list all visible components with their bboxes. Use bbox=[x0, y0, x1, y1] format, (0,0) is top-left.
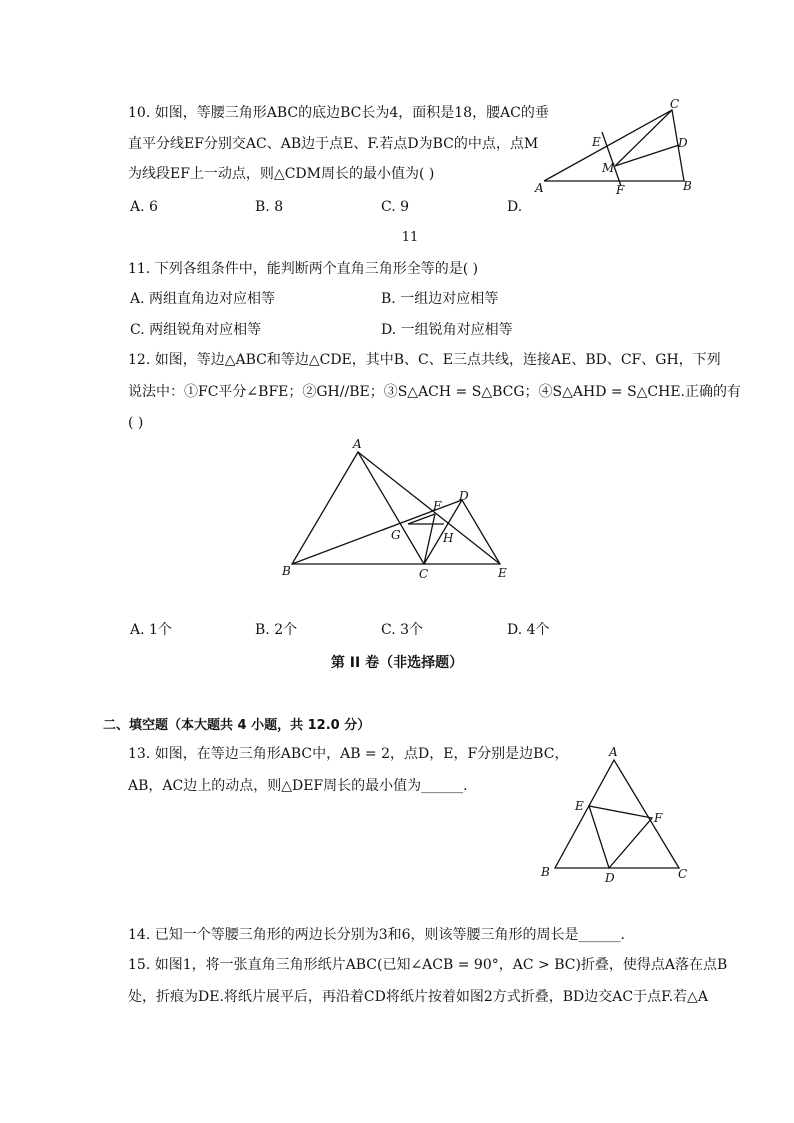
q15-line-2: 处，折痕为DE.将纸片展平后，再沿着CD将纸片按着如图2方式折叠，BD边交AC于点F.若△A bbox=[128, 989, 708, 1005]
q12-label-a: A bbox=[353, 437, 362, 451]
q12-line-3: ( ) bbox=[128, 415, 144, 431]
q10-line-2: 直平分线EF分别交AC、AB边于点E、F.若点D为BC的中点，点M bbox=[128, 136, 539, 152]
q10-segment-md bbox=[615, 145, 679, 166]
q12-line-2: 说法中：①FC平分∠BFE；②GH//BE；③S△ACH = S△BCG；④S△AHD = S△CHE.正确的有 bbox=[128, 384, 742, 400]
q10-label-a: A bbox=[535, 181, 544, 195]
q12-label-g: G bbox=[391, 528, 401, 542]
q14-stem: 14. 已知一个等腰三角形的两边长分别为3和6，则该等腰三角形的周长是______. bbox=[128, 927, 625, 943]
q12-label-e: E bbox=[498, 566, 507, 580]
part2-title: 第 II 卷（非选择题） bbox=[330, 655, 464, 671]
q10-label-e: E bbox=[592, 135, 601, 149]
q13-triangle-def bbox=[589, 806, 652, 868]
q12-label-h: H bbox=[443, 531, 454, 545]
q13-figure bbox=[535, 744, 695, 889]
q13-line-1: 13. 如图，在等边三角形ABC中，AB = 2，点D，E，F分别是边BC， bbox=[128, 746, 569, 762]
q11-option-c: C. 两组锐角对应相等 bbox=[130, 322, 262, 338]
q10-figure bbox=[530, 98, 710, 200]
q10-line-3: 为线段EF上一动点，则△CDM周长的最小值为( ) bbox=[128, 166, 435, 182]
q10-option-d-continuation: 11 bbox=[401, 230, 419, 245]
q15-line-1: 15. 如图1，将一张直角三角形纸片ABC(已知∠ACB = 90°，AC > BC)折叠，使得点A落在点B bbox=[128, 957, 728, 973]
q12-segment-fc bbox=[424, 514, 435, 564]
q12-label-d: D bbox=[459, 489, 469, 503]
q13-label-a: A bbox=[609, 745, 618, 759]
q12-option-b: B. 2个 bbox=[255, 622, 298, 638]
q10-label-c: C bbox=[670, 98, 680, 111]
q12-line-1: 12. 如图，等边△ABC和等边△CDE，其中B、C、E三点共线，连接AE、BD、CF、GH，下列 bbox=[128, 352, 721, 368]
q12-figure bbox=[278, 432, 528, 582]
q10-label-f: F bbox=[616, 183, 625, 197]
q10-option-c: C. 9 bbox=[381, 199, 410, 215]
q11-stem: 11. 下列各组条件中，能判断两个直角三角形全等的是( ) bbox=[128, 261, 479, 277]
q13-label-d: D bbox=[605, 871, 615, 885]
q10-label-b: B bbox=[683, 179, 692, 193]
q10-option-a: A. 6 bbox=[130, 199, 158, 215]
q13-label-f: F bbox=[654, 811, 663, 825]
q13-line-2: AB，AC边上的动点，则△DEF周长的最小值为______. bbox=[128, 778, 468, 794]
q11-option-b: B. 一组边对应相等 bbox=[381, 291, 499, 307]
q11-option-d: D. 一组锐角对应相等 bbox=[381, 322, 513, 338]
q10-line-1: 10. 如图，等腰三角形ABC的底边BC长为4，面积是18，腰AC的垂 bbox=[128, 105, 549, 121]
q10-segment-mc bbox=[615, 110, 672, 166]
q12-option-a: A. 1个 bbox=[130, 622, 172, 638]
q10-option-d: D. bbox=[507, 199, 523, 215]
q12-label-b: B bbox=[282, 564, 291, 578]
section2-title: 二、填空题（本大题共 4 小题，共 12.0 分） bbox=[103, 718, 371, 733]
q13-label-c: C bbox=[678, 867, 688, 881]
q10-label-d: D bbox=[678, 136, 688, 150]
q10-label-m: M bbox=[602, 161, 615, 175]
q12-option-d: D. 4个 bbox=[507, 622, 550, 638]
q12-label-c: C bbox=[419, 567, 429, 581]
q12-triangle-abc bbox=[292, 452, 424, 564]
q12-label-f: F bbox=[433, 499, 442, 513]
q13-label-b: B bbox=[541, 865, 550, 879]
q12-option-c: C. 3个 bbox=[381, 622, 424, 638]
q13-label-e: E bbox=[575, 799, 584, 813]
q11-option-a: A. 两组直角边对应相等 bbox=[130, 291, 276, 307]
q10-option-b: B. 8 bbox=[255, 199, 284, 215]
q12-segment-ae bbox=[358, 452, 500, 564]
